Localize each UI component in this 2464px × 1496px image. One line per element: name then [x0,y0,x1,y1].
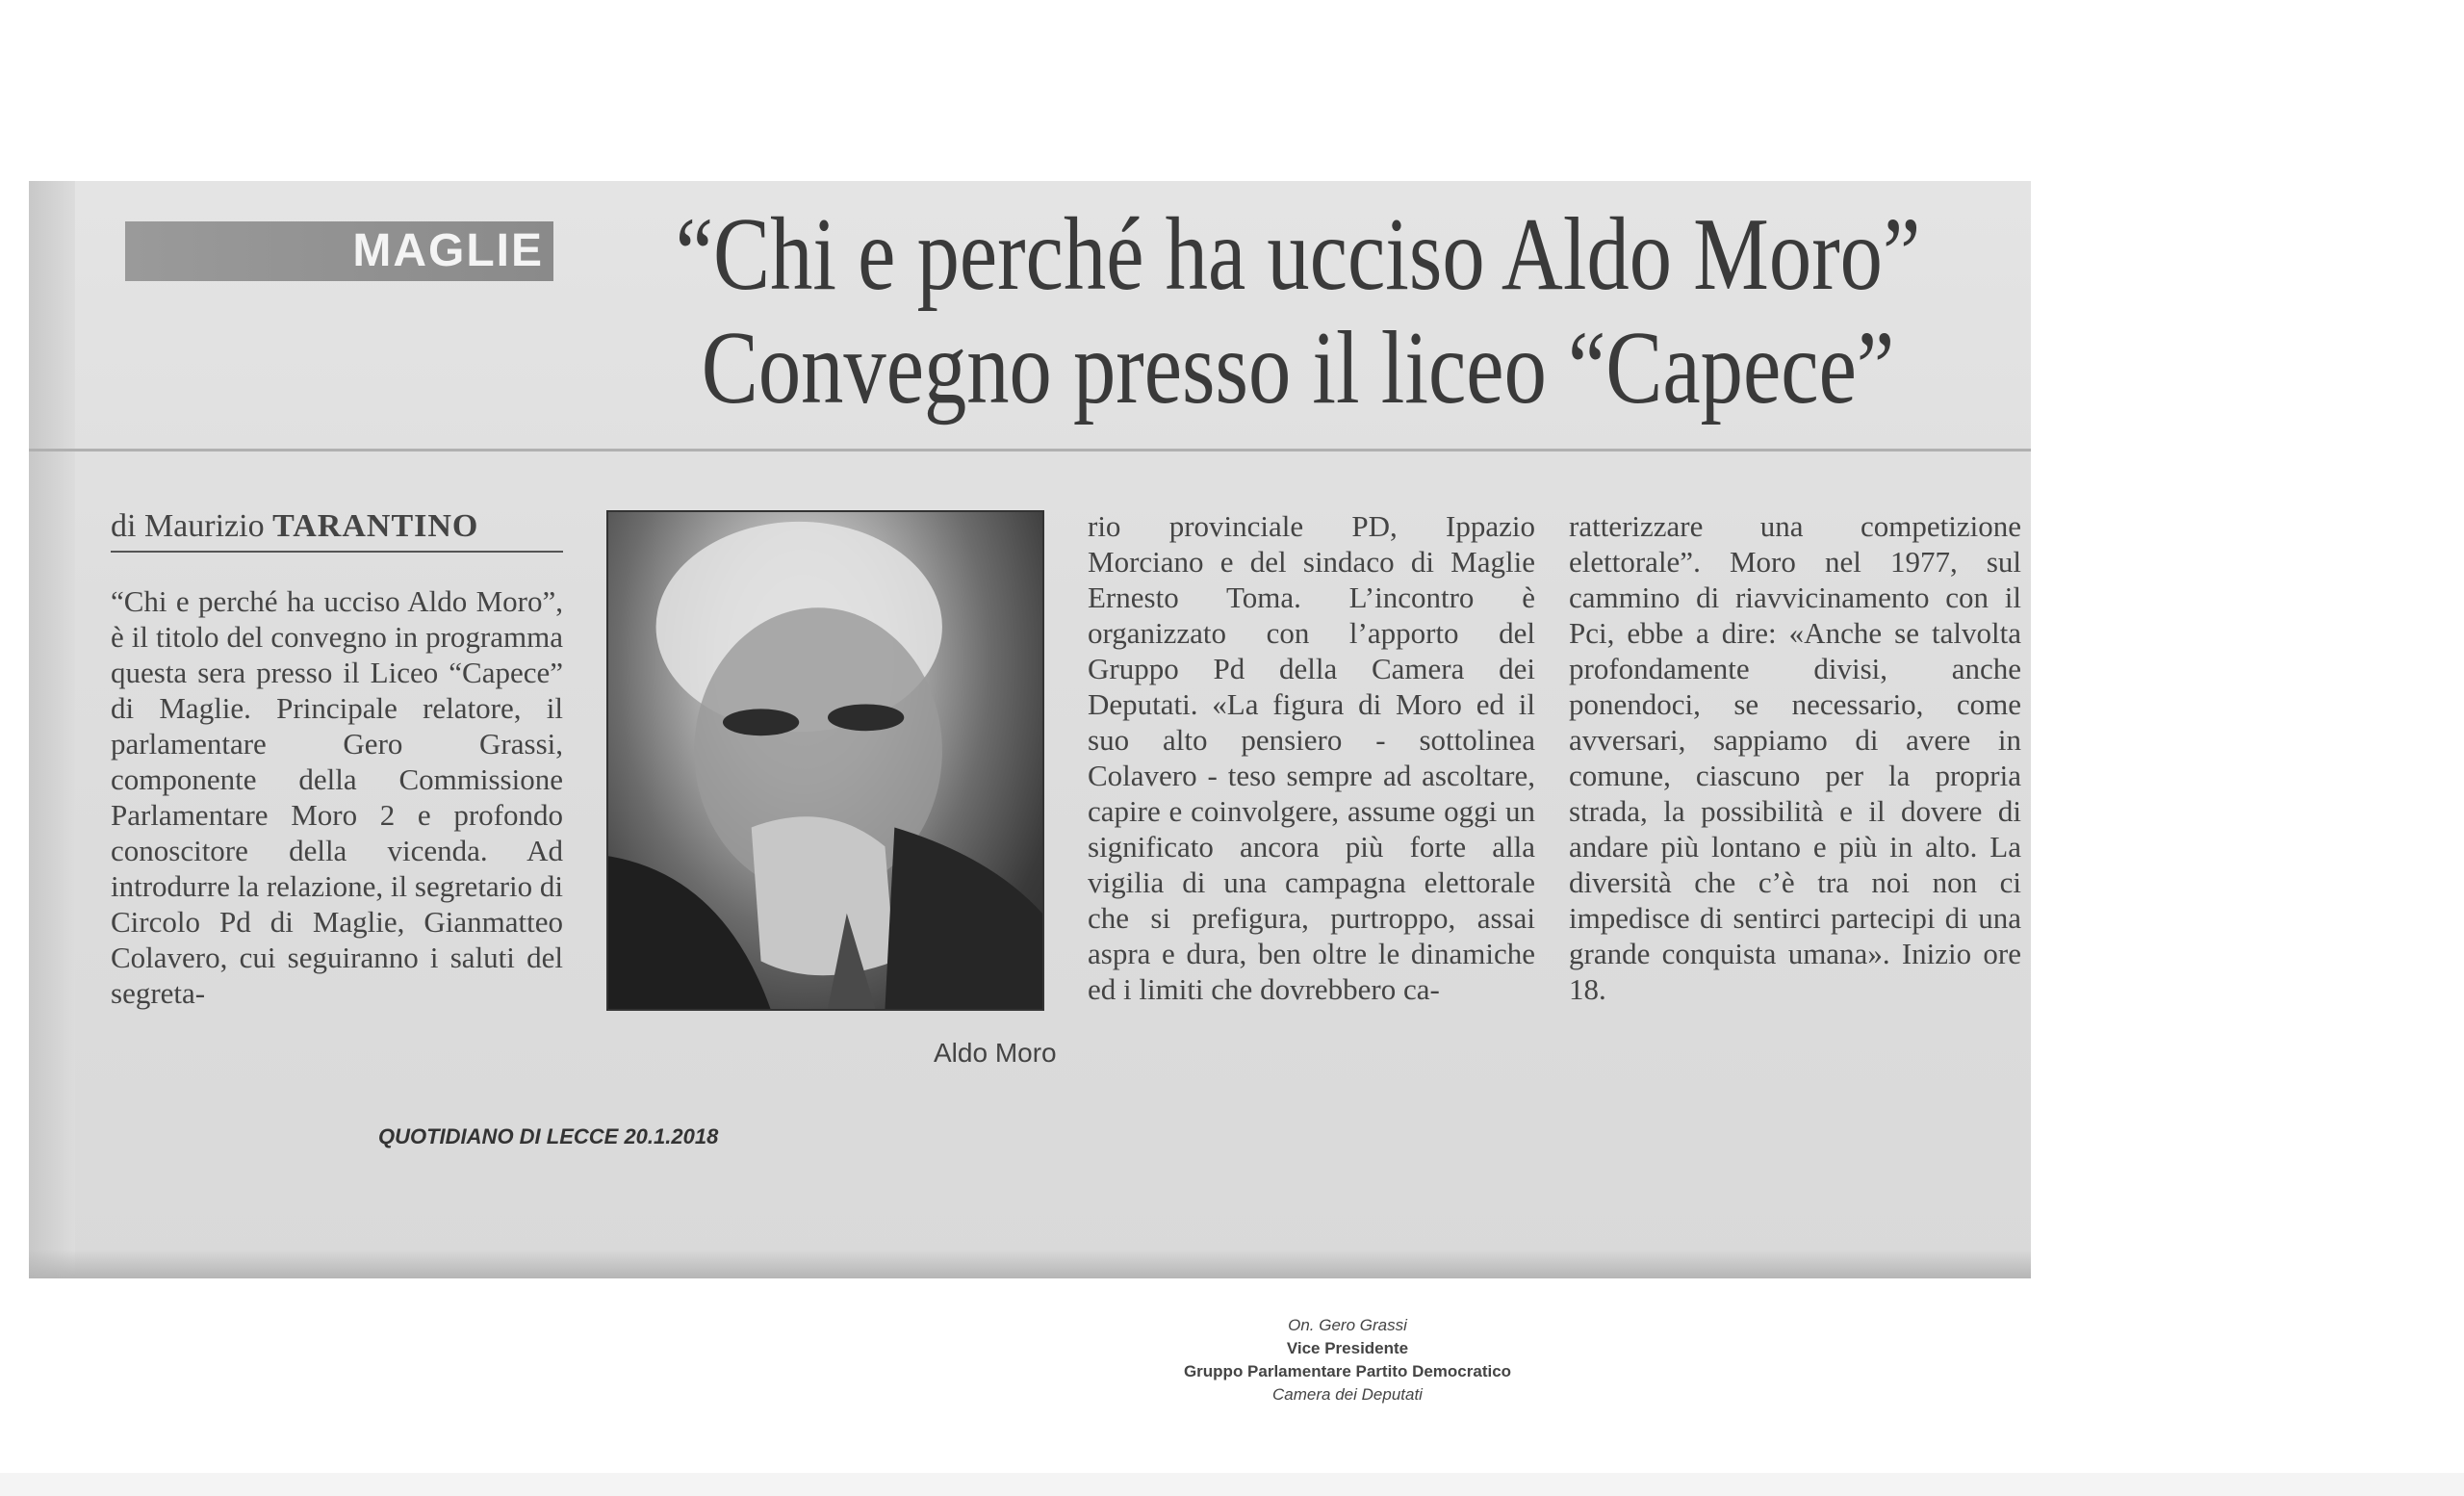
byline [111,508,563,553]
section-tag [125,221,553,281]
photo-caption: Aldo Moro [934,1038,1057,1068]
source-citation: QUOTIDIANO DI LECCE 20.1.2018 [378,1124,719,1148]
signatory-role: Vice Presidente [1286,1339,1409,1357]
headline-line-1: “Chi e perché ha ucciso Aldo Moro” [675,197,1921,312]
headline-line-2: Convegno presso il liceo “Capece” [701,311,1895,426]
aldo-moro-photo [606,510,1044,1011]
headline [568,197,1921,426]
signature-block [962,1314,1732,1406]
newspaper-clipping [29,181,2031,1278]
byline-prefix: di Maurizio [111,508,265,544]
section-label: MAGLIE [352,225,544,276]
byline-author: TARANTINO [272,508,479,544]
headline-divider [29,449,2031,451]
article-column-4: ratterizzare una competizione elettorale”. Moro nel 1977, sul cammino di riavvicinamento con il Pci, ebbe a dire: «Anche se talvolta profondamente divisi, anche ponendoci, se necessario, come avversari, sappiamo di avere in comune, ciascuno per la propria strada, la possibilità e il dovere di andare più lontano e più in alto. La diversità che c’è tra noi non ci impedisce di sentirci partecipi di una grande conquista umana». Inizio ore 18. [1569,509,2021,1006]
signatory-group: Gruppo Parlamentare Partito Democratico [1183,1362,1512,1380]
page-bottom-strip [0,1473,2464,1496]
article-column-1: “Chi e perché ha ucciso Aldo Moro”, è il titolo del convegno in programma questa sera presso il Liceo “Capece” di Maglie. Principale relatore, il parlamentare Gero Grassi, componente della Commissione Parlamentare Moro 2 e profondo conoscitore della vicenda. Ad introdurre la relazione, il segretario di Circolo Pd di Maglie, Gianmatteo Colavero, cui seguiranno i saluti del segreta- [111,584,563,1010]
article-column-3: rio provinciale PD, Ippazio Morciano e del sindaco di Maglie Ernesto Toma. L’incontro è organizzato con l’apporto del Gruppo Pd della Camera dei Deputati. «La figura di Moro ed il suo alto pensiero - sottolinea Colavero - teso sempre ad ascoltare, capire e coinvolgere, assume oggi un significato ancora più forte alla vigilia di una campagna elettorale che si prefigura, purtroppo, assai aspra e dura, ben oltre le dinamiche ed i limiti che dovrebbero ca- [1088,509,1535,1006]
signatory-chamber: Camera dei Deputati [1272,1385,1423,1404]
signatory-name: On. Gero Grassi [1288,1316,1407,1334]
portrait-image [608,512,1042,1009]
